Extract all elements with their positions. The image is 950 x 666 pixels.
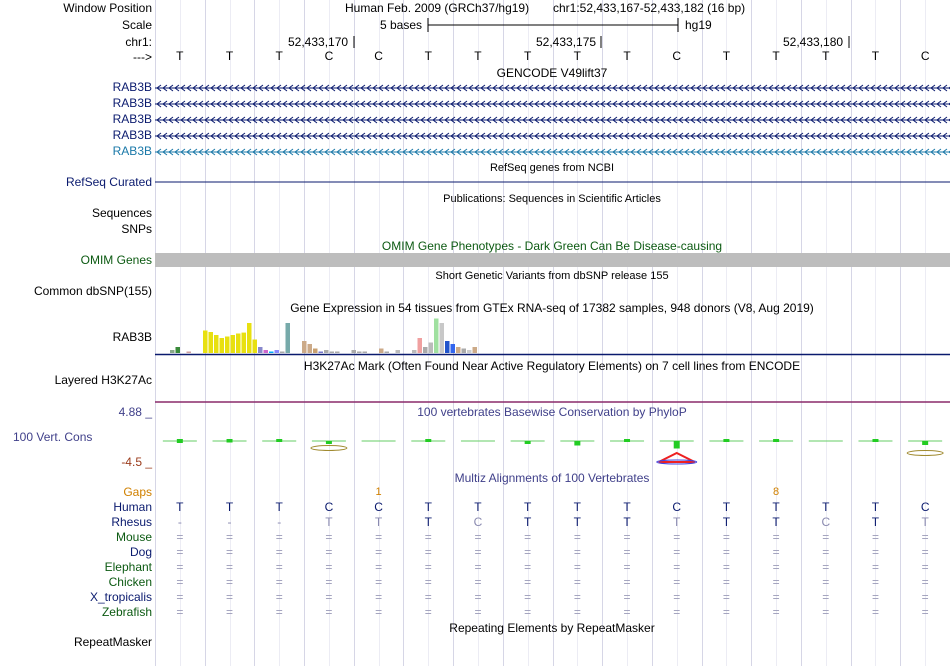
- base-letter: T: [474, 49, 482, 63]
- base-letter: C: [374, 49, 383, 63]
- alignment-base: =: [623, 575, 631, 589]
- dbsnp-title: Short Genetic Variants from dbSNP release 155: [435, 270, 669, 282]
- alignment-base: T: [325, 515, 333, 529]
- coordinate-tick-label-3: 52,433,180: [783, 35, 844, 49]
- alignment-base: =: [822, 575, 830, 589]
- alignment-base: T: [424, 500, 432, 514]
- h3k27ac-track-label[interactable]: Layered H3K27Ac: [54, 373, 152, 387]
- phylop-score-bar: [773, 439, 779, 442]
- alignment-base: =: [722, 590, 730, 604]
- phylop-score-bar: [624, 439, 630, 442]
- gencode-transcript: [155, 117, 950, 123]
- gencode-track-label-3[interactable]: RAB3B: [112, 112, 152, 126]
- gencode-transcripts[interactable]: [155, 80, 950, 160]
- gtex-tissue-bar: [396, 350, 401, 353]
- track-data-area[interactable]: [155, 0, 950, 666]
- phylop-score-bar: [922, 441, 928, 445]
- refseq-title: RefSeq genes from NCBI: [489, 162, 615, 174]
- phylop-score-bar: [227, 439, 233, 443]
- alignment-base: =: [573, 545, 581, 559]
- gtex-tissue-bar: [456, 347, 461, 353]
- alignment-base: =: [921, 575, 929, 589]
- dbsnp-track-label[interactable]: Common dbSNP(155): [33, 284, 152, 298]
- alignment-base: =: [424, 575, 432, 589]
- base-letter: T: [275, 49, 283, 63]
- alignment-base: =: [921, 590, 929, 604]
- alignment-base: =: [424, 545, 432, 559]
- species-label-chicken[interactable]: Chicken: [108, 575, 152, 589]
- gtex-track-label[interactable]: RAB3B: [112, 330, 152, 344]
- alignment-base: =: [921, 605, 929, 619]
- gtex-tissue-bar: [187, 352, 192, 354]
- alignment-base: =: [871, 605, 879, 619]
- alignment-base: =: [871, 530, 879, 544]
- alignment-base: =: [176, 575, 184, 589]
- phylop-score-bar: [326, 441, 332, 444]
- coordinate-tick-label-1: 52,433,170: [288, 35, 349, 49]
- gtex-tissue-bar: [302, 341, 307, 353]
- phylop-min-label: -4.5 _: [121, 455, 152, 469]
- alignment-base: =: [921, 530, 929, 544]
- alignment-base: =: [176, 605, 184, 619]
- phylop-score-bar: [723, 439, 729, 442]
- alignment-base: =: [424, 530, 432, 544]
- alignment-base: =: [226, 530, 234, 544]
- alignment-base: =: [822, 545, 830, 559]
- phylop-track-label[interactable]: 100 Vert. Cons: [13, 430, 93, 444]
- base-letter: T: [424, 49, 432, 63]
- alignment-base: =: [673, 605, 681, 619]
- alignment-base: =: [772, 605, 780, 619]
- phylop-score-bar: [872, 439, 878, 442]
- alignment-base: C: [672, 500, 682, 514]
- alignment-base: =: [524, 560, 532, 574]
- alignment-base: =: [226, 545, 234, 559]
- phylop-score-bar: [525, 441, 531, 444]
- alignment-base: =: [722, 560, 730, 574]
- alignment-base: =: [921, 560, 929, 574]
- gtex-tissue-bar: [269, 352, 274, 354]
- gtex-tissue-bar: [176, 347, 181, 353]
- gencode-transcript: [155, 85, 950, 91]
- phylop-conservation-plot[interactable]: [155, 420, 950, 470]
- gtex-tissue-bar: [352, 350, 357, 353]
- base-letter: T: [623, 49, 631, 63]
- gtex-tissue-bar: [247, 323, 252, 353]
- omim-track-label[interactable]: OMIM Genes: [80, 253, 152, 267]
- alignment-base: =: [474, 590, 482, 604]
- alignment-base: =: [424, 590, 432, 604]
- alignment-base: =: [524, 575, 532, 589]
- alignment-base: =: [325, 605, 333, 619]
- alignment-base: =: [871, 575, 879, 589]
- gaps-label: Gaps: [123, 485, 152, 499]
- alignment-base: =: [722, 575, 730, 589]
- gencode-transcript: [155, 101, 950, 107]
- alignment-base: C: [473, 515, 483, 529]
- alignment-base: =: [673, 590, 681, 604]
- alignment-base: =: [623, 590, 631, 604]
- window-position-label: Window Position: [63, 1, 152, 15]
- alignment-base: =: [524, 590, 532, 604]
- alignment-base: =: [722, 605, 730, 619]
- scale-bar: [425, 16, 681, 34]
- alignment-base: T: [623, 515, 631, 529]
- gtex-tissue-bar: [357, 352, 362, 354]
- alignment-base: T: [623, 500, 631, 514]
- position-text: chr1:52,433,167-52,433,182 (16 bp): [553, 1, 746, 15]
- alignment-base: =: [424, 560, 432, 574]
- gtex-tissue-bar: [412, 350, 417, 353]
- gtex-tissue-bar: [209, 332, 214, 353]
- alignment-base: T: [424, 515, 432, 529]
- alignment-base: =: [474, 545, 482, 559]
- phylop-score-bar: [674, 441, 680, 449]
- alignment-base: =: [375, 605, 383, 619]
- phylop-max-label: 4.88 _: [118, 405, 152, 419]
- alignment-base: =: [921, 545, 929, 559]
- alignment-base: T: [822, 500, 830, 514]
- alignment-base: =: [226, 575, 234, 589]
- gtex-tissue-bar: [286, 323, 291, 353]
- gencode-transcript: [155, 149, 950, 155]
- alignment-base: =: [573, 575, 581, 589]
- alignment-base: T: [772, 500, 780, 514]
- alignment-base: T: [871, 515, 880, 529]
- strand-label: --->: [133, 50, 152, 64]
- alignment-base: =: [623, 530, 631, 544]
- scale-label: Scale: [121, 18, 152, 32]
- alignment-base: =: [772, 560, 780, 574]
- alignment-base: =: [822, 590, 830, 604]
- chrom-label: chr1:: [125, 35, 152, 49]
- repeatmasker-track-label[interactable]: RepeatMasker: [73, 635, 152, 649]
- gtex-tissue-bar: [379, 349, 384, 354]
- species-label-x-tropicalis[interactable]: X_tropicalis: [89, 590, 152, 604]
- gtex-title: Gene Expression in 54 tissues from GTEx RNA-seq of 17382 samples, 948 donors (V8, Aug 2019): [290, 301, 814, 315]
- gtex-tissue-bar: [434, 319, 439, 354]
- alignment-base: =: [722, 530, 730, 544]
- base-letter: T: [871, 49, 880, 63]
- alignment-base: =: [275, 605, 283, 619]
- alignment-base: =: [474, 605, 482, 619]
- alignment-base: T: [722, 515, 731, 529]
- insertion-marker: [907, 451, 943, 456]
- alignment-base: =: [474, 575, 482, 589]
- gtex-tissue-bar: [451, 344, 456, 353]
- gtex-tissue-bar: [264, 350, 269, 353]
- alignment-base: =: [226, 560, 234, 574]
- alignment-base: C: [374, 500, 383, 514]
- multiz-title: Multiz Alignments of 100 Vertebrates: [454, 471, 650, 485]
- alignment-base: =: [623, 545, 631, 559]
- alignment-base: -: [227, 515, 232, 529]
- species-label-human[interactable]: Human: [113, 500, 152, 514]
- gtex-tissue-bar: [258, 347, 263, 353]
- alignment-base: =: [573, 560, 581, 574]
- alignment-base: =: [325, 575, 333, 589]
- scale-db-text: hg19: [685, 18, 712, 32]
- base-letter: T: [225, 49, 234, 63]
- alignment-base: =: [871, 590, 879, 604]
- alignment-base: -: [177, 515, 182, 529]
- alignment-base: =: [275, 545, 283, 559]
- alignment-base: =: [325, 530, 333, 544]
- alignment-base: T: [176, 500, 184, 514]
- alignment-base: =: [673, 575, 681, 589]
- alignment-base: =: [573, 590, 581, 604]
- base-letter: T: [722, 49, 731, 63]
- gap-count-label: 8: [773, 486, 780, 498]
- gtex-tissue-bar: [220, 338, 225, 353]
- alignment-base: =: [325, 560, 333, 574]
- alignment-base: T: [871, 500, 880, 514]
- gencode-track-label-4[interactable]: RAB3B: [112, 128, 152, 142]
- alignment-base: =: [226, 590, 234, 604]
- base-letter: T: [176, 49, 184, 63]
- alignment-base: T: [673, 515, 681, 529]
- gtex-tissue-bar: [225, 337, 230, 354]
- gtex-tissue-bar: [385, 352, 390, 354]
- publications-track-label[interactable]: Sequences: [91, 206, 152, 220]
- species-label-dog[interactable]: Dog: [129, 545, 152, 559]
- gencode-track-label-2[interactable]: RAB3B: [112, 96, 152, 110]
- alignment-base: =: [772, 545, 780, 559]
- alignment-base: =: [871, 560, 879, 574]
- alignment-base: =: [772, 575, 780, 589]
- base-letter: C: [920, 49, 930, 63]
- gtex-tissue-bar: [253, 340, 258, 354]
- alignment-base: T: [523, 500, 532, 514]
- phylop-score-bar: [177, 439, 183, 443]
- phylop-score-bar: [574, 441, 580, 446]
- base-letter: C: [324, 49, 334, 63]
- gencode-transcript: [155, 133, 950, 139]
- gtex-tissue-bar: [440, 323, 445, 353]
- alignment-base: C: [324, 500, 334, 514]
- alignment-base: T: [374, 515, 383, 529]
- coordinate-tick-marks: [155, 34, 950, 50]
- snps-track-label[interactable]: SNPs: [121, 222, 152, 236]
- alignment-base: =: [722, 545, 730, 559]
- alignment-base: =: [524, 605, 532, 619]
- gtex-tissue-bar: [445, 341, 450, 353]
- alignment-base: =: [822, 560, 830, 574]
- alignment-base: =: [474, 530, 482, 544]
- gtex-tissue-bar: [462, 349, 467, 354]
- alignment-base: =: [176, 590, 184, 604]
- alignment-base: T: [523, 515, 532, 529]
- gtex-tissue-bar: [423, 347, 428, 353]
- alignment-base: =: [424, 605, 432, 619]
- coordinate-tick-label-2: 52,433,175: [536, 35, 597, 49]
- alignment-base: =: [673, 530, 681, 544]
- species-label-elephant[interactable]: Elephant: [104, 560, 152, 574]
- gtex-tissue-bar: [275, 350, 280, 353]
- alignment-base: T: [573, 500, 582, 514]
- gtex-tissue-bar: [308, 344, 313, 353]
- phylop-score-bar: [425, 439, 431, 442]
- alignment-base: =: [524, 530, 532, 544]
- publications-title: Publications: Sequences in Scientific Articles: [443, 193, 661, 205]
- alignment-base: =: [474, 560, 482, 574]
- base-letter: T: [822, 49, 830, 63]
- gtex-tissue-bar: [473, 347, 478, 353]
- gtex-tissue-bar: [330, 352, 335, 354]
- alignment-base: =: [822, 530, 830, 544]
- gtex-tissue-bar: [363, 352, 368, 354]
- alignment-base: =: [275, 575, 283, 589]
- base-letter: T: [523, 49, 532, 63]
- gtex-tissue-bar: [170, 350, 175, 353]
- alignment-base: =: [375, 560, 383, 574]
- alignment-base: T: [275, 500, 283, 514]
- alignment-base: =: [275, 590, 283, 604]
- alignment-base: T: [722, 500, 731, 514]
- alignment-base: =: [375, 530, 383, 544]
- alignment-base: T: [772, 515, 780, 529]
- gencode-track-label-5[interactable]: RAB3B: [112, 144, 152, 158]
- gtex-tissue-bar: [429, 343, 434, 354]
- omim-gene-bar[interactable]: [155, 253, 950, 267]
- alignment-base: =: [573, 605, 581, 619]
- alignment-base: =: [772, 590, 780, 604]
- gencode-title: GENCODE V49lift37: [496, 66, 608, 80]
- alignment-base: =: [623, 605, 631, 619]
- phylop-title: 100 vertebrates Basewise Conservation by PhyloP: [417, 405, 687, 419]
- assembly-text: Human Feb. 2009 (GRCh37/hg19): [345, 1, 530, 15]
- gtex-tissue-bar: [467, 350, 472, 353]
- gtex-tissue-bar: [231, 335, 236, 353]
- gtex-expression-bars[interactable]: [155, 312, 950, 356]
- alignment-base: -: [277, 515, 282, 529]
- gtex-tissue-bar: [324, 350, 329, 353]
- alignment-base: =: [176, 545, 184, 559]
- alignment-base: C: [821, 515, 831, 529]
- alignment-base: =: [275, 530, 283, 544]
- alignment-base: =: [275, 560, 283, 574]
- alignment-base: T: [573, 515, 582, 529]
- species-label-mouse[interactable]: Mouse: [115, 530, 152, 544]
- scale-text: 5 bases: [380, 18, 423, 32]
- alignment-base: =: [673, 560, 681, 574]
- refseq-line[interactable]: [155, 176, 950, 188]
- alignment-base: =: [325, 545, 333, 559]
- alignment-base: =: [573, 530, 581, 544]
- h3k27ac-title: H3K27Ac Mark (Often Found Near Active Regulatory Elements) on 7 cell lines from ENCODE: [303, 359, 801, 373]
- alignment-base: =: [226, 605, 234, 619]
- gtex-tissue-bar: [313, 349, 318, 354]
- insertion-marker: [311, 446, 347, 451]
- alignment-base: =: [822, 605, 830, 619]
- omim-title: OMIM Gene Phenotypes - Dark Green Can Be Disease-causing: [381, 239, 723, 253]
- gtex-tissue-bar: [242, 333, 247, 353]
- track-label-column: [0, 0, 156, 666]
- gtex-tissue-bar: [335, 352, 340, 354]
- gtex-tissue-bar: [236, 334, 241, 354]
- species-label-zebrafish[interactable]: Zebrafish: [101, 605, 152, 619]
- gap-count-label: 1: [375, 486, 382, 498]
- gencode-track-label-1[interactable]: RAB3B: [112, 80, 152, 94]
- gtex-tissue-bar: [319, 352, 324, 354]
- repeatmasker-title: Repeating Elements by RepeatMasker: [449, 621, 655, 635]
- gtex-tissue-bar: [418, 338, 423, 353]
- alignment-base: C: [920, 500, 930, 514]
- alignment-base: =: [375, 590, 383, 604]
- alignment-base: =: [375, 545, 383, 559]
- alignment-base: =: [524, 545, 532, 559]
- alignment-base: =: [673, 545, 681, 559]
- alignment-base: T: [225, 500, 234, 514]
- alignment-base: =: [176, 530, 184, 544]
- alignment-base: =: [623, 560, 631, 574]
- phylop-score-bar: [276, 439, 282, 442]
- refseq-track-label[interactable]: RefSeq Curated: [65, 175, 152, 189]
- alignment-base: =: [176, 560, 184, 574]
- base-letter: T: [573, 49, 582, 63]
- alignment-base: =: [871, 545, 879, 559]
- gtex-tissue-bar: [214, 335, 219, 353]
- alignment-base: T: [921, 515, 929, 529]
- alignment-base: =: [375, 575, 383, 589]
- alignment-base: =: [325, 590, 333, 604]
- gtex-tissue-bar: [203, 331, 208, 354]
- alignment-base: T: [474, 500, 482, 514]
- base-letter: T: [772, 49, 780, 63]
- species-label-rhesus[interactable]: Rhesus: [111, 515, 152, 529]
- base-letter: C: [672, 49, 682, 63]
- alignment-base: =: [772, 530, 780, 544]
- gtex-tissue-bar: [280, 352, 285, 354]
